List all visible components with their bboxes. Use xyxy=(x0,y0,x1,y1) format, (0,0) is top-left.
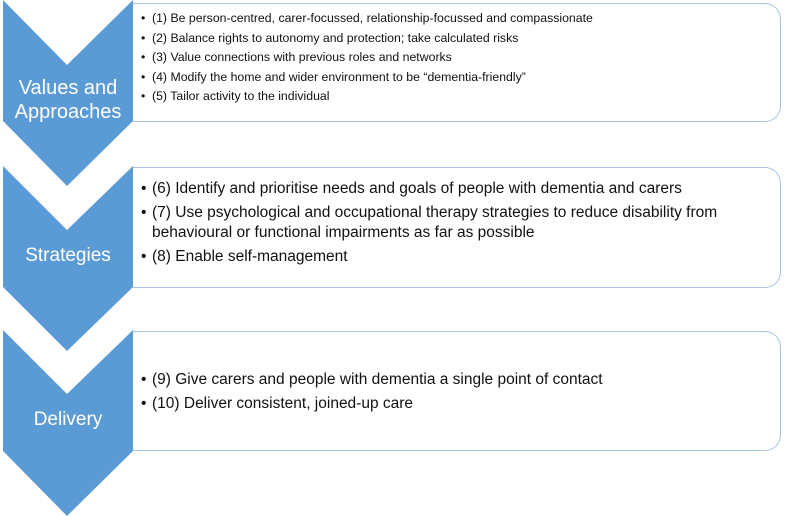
list-item: • (5) Tailor activity to the individual xyxy=(139,87,780,107)
values-box xyxy=(133,3,781,122)
list-item: • (6) Identify and prioritise needs and goals of people with dementia and carers xyxy=(139,179,772,199)
list-item: • (2) Balance rights to autonomy and protection; take calculated risks xyxy=(139,29,780,49)
label-line: Values and xyxy=(18,77,118,99)
list-item: • (10) Deliver consistent, joined-up care xyxy=(139,392,772,416)
strategies-list xyxy=(139,179,772,267)
values-list xyxy=(139,9,780,107)
label-line: Delivery xyxy=(33,409,103,430)
label-line: Strategies xyxy=(25,245,111,266)
list-item: • (1) Be person-centred, carer-focussed, relationship-focussed and compassionate xyxy=(139,9,780,29)
label-strategies xyxy=(3,245,133,268)
list-item: • (8) Enable self-management xyxy=(139,247,772,267)
list-item: • (7) Use psychological and occupational therapy strategies to reduce disability from behavioural or functional impairments as far as possible xyxy=(139,203,772,243)
delivery-list xyxy=(139,368,772,416)
strategies-box xyxy=(133,167,781,288)
list-item: • (3) Value connections with previous roles and networks xyxy=(139,48,780,68)
list-item: • (4) Modify the home and wider environment to be “dementia-friendly” xyxy=(139,68,780,88)
label-values-approaches xyxy=(3,76,133,124)
label-delivery xyxy=(3,409,133,432)
list-item: • (9) Give carers and people with dementia a single point of contact xyxy=(139,368,772,392)
label-line: Approaches xyxy=(14,101,122,123)
delivery-box xyxy=(133,331,781,451)
